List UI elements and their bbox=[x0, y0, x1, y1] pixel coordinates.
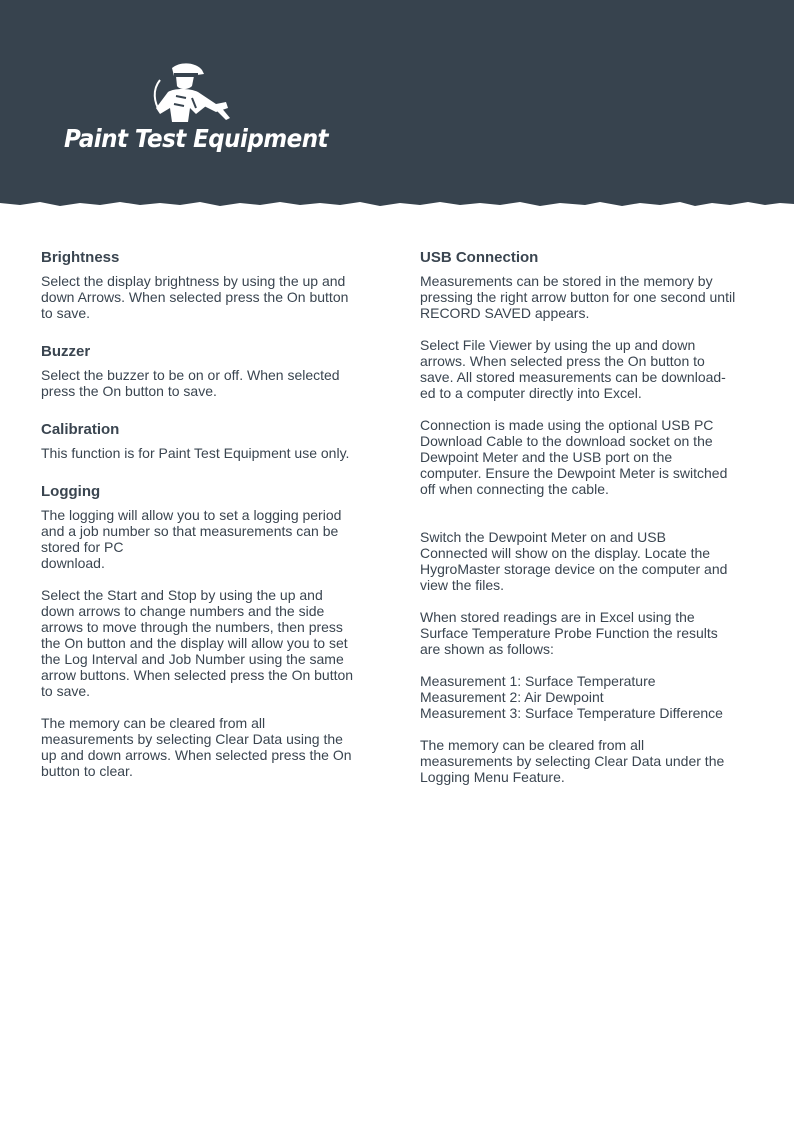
section-heading: Calibration bbox=[41, 421, 120, 438]
section-paragraph: Select File Viewer by using the up and down arrows. When selected press the On button to save. All stored measurements can be download- ed to a computer directly into Excel. bbox=[420, 337, 726, 401]
section-logging bbox=[41, 482, 381, 779]
section-buzzer bbox=[41, 342, 381, 399]
section-paragraph: Select the Start and Stop by using the up and down arrows to change numbers and the side arrows to move through the numbers, then press the On button and the display will allow you to set the Log Interval and Job Number using the same arrow buttons. When selected press the On button to save. bbox=[41, 587, 354, 699]
section-paragraph: Select the buzzer to be on or off. When selected press the On button to save. bbox=[41, 367, 340, 399]
torn-edge-divider bbox=[0, 196, 794, 210]
section-paragraph: Switch the Dewpoint Meter on and USB Connected will show on the display. Locate the HygroMaster storage device on the computer and view the files. bbox=[420, 529, 728, 593]
painter-mascot-icon bbox=[150, 62, 232, 128]
right-column bbox=[420, 248, 760, 806]
section-brightness bbox=[41, 248, 381, 321]
section-calibration bbox=[41, 420, 381, 461]
section-paragraph: The logging will allow you to set a logging period and a job number so that measurements can be stored for PC download. bbox=[41, 507, 342, 571]
section-heading: Buzzer bbox=[41, 343, 91, 360]
section-heading: Logging bbox=[41, 483, 101, 500]
section-heading: USB Connection bbox=[420, 249, 539, 266]
section-paragraph: This function is for Paint Test Equipment use only. bbox=[41, 445, 350, 461]
section-paragraph: Connection is made using the optional USB PC Download Cable to the download socket on the Dewpoint Meter and the USB port on the computer. Ensure the Dewpoint Meter is switched off when connecting the cable. bbox=[420, 417, 728, 497]
page-header bbox=[0, 0, 794, 200]
section-paragraph: When stored readings are in Excel using the Surface Temperature Probe Function the results are shown as follows: bbox=[420, 609, 718, 657]
section-paragraph: Measurements can be stored in the memory by pressing the right arrow button for one second until RECORD SAVED appears. bbox=[420, 273, 736, 321]
section-paragraph: The memory can be cleared from all measurements by selecting Clear Data using the up and down arrows. When selected press the On button to clear. bbox=[41, 715, 352, 779]
section-usb-connection bbox=[420, 248, 760, 785]
section-paragraph: Select the display brightness by using the up and down Arrows. When selected press the On button to save. bbox=[41, 273, 349, 321]
brand-logo-text: Paint Test Equipment bbox=[64, 124, 328, 153]
spacer bbox=[420, 513, 760, 529]
section-paragraph: The memory can be cleared from all measurements by selecting Clear Data under the Logging Menu Feature. bbox=[420, 737, 725, 785]
section-paragraph: Measurement 1: Surface Temperature Measurement 2: Air Dewpoint Measurement 3: Surface Temperature Difference bbox=[420, 673, 723, 721]
section-heading: Brightness bbox=[41, 249, 120, 266]
left-column bbox=[41, 248, 381, 800]
